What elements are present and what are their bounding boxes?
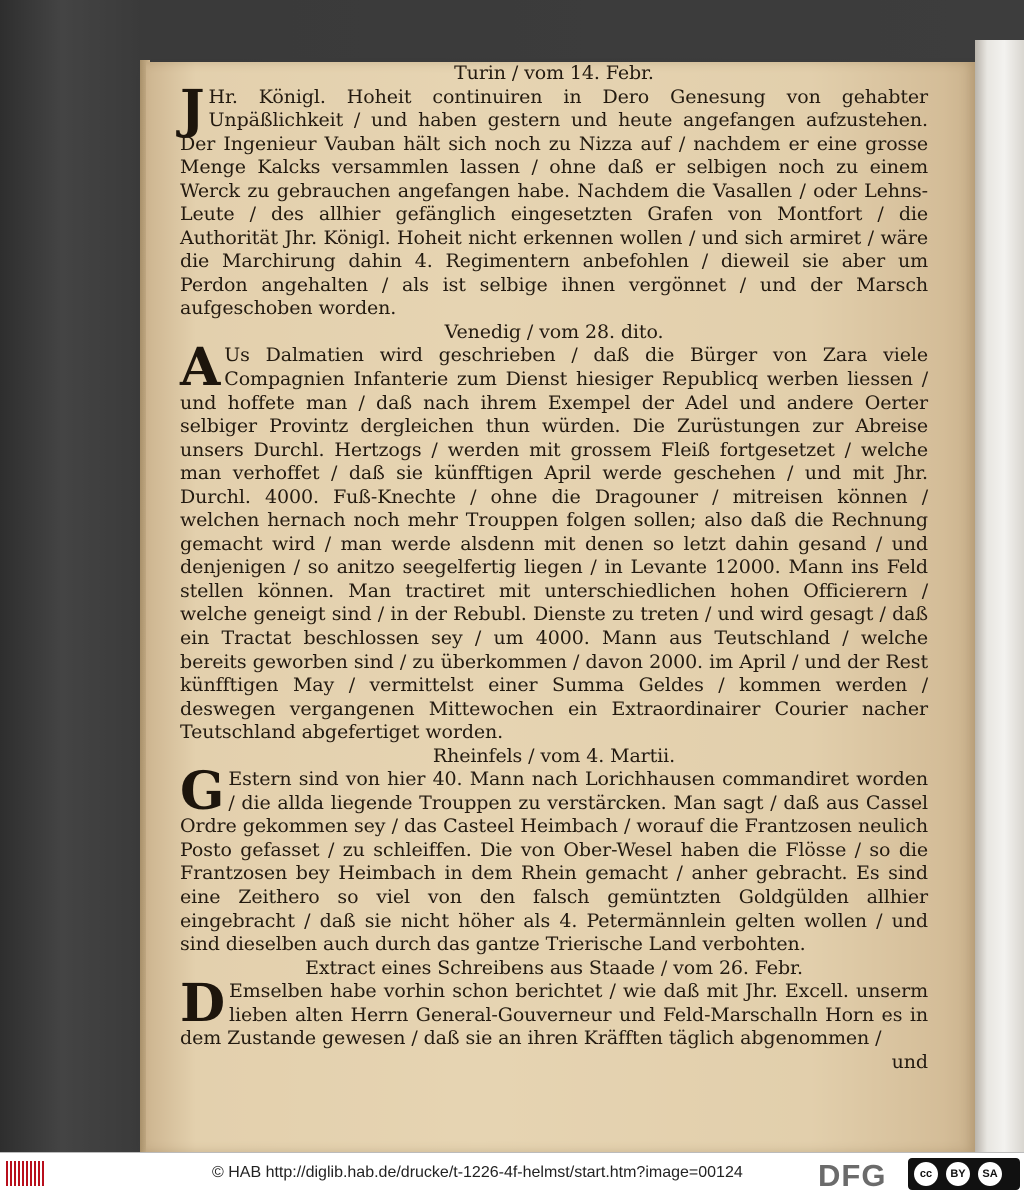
drop-cap: G bbox=[180, 761, 225, 823]
section-text: Emselben habe vorhin schon berichtet / wie daß mit Jhr. Excell. unserm lieben alten Herrn General-Gouverneur und Feld-Marschalln Horn es in dem Zustande gewesen / daß sie an ihren Kräfften täglich abgenommen / bbox=[180, 980, 928, 1050]
section-text: Estern sind von hier 40. Mann nach Lorichhausen commandiret worden / die allda liegende Trouppen zu verstärcken. Man sagt / daß aus Cassel Ordre gekommen sey / das Casteel Heimbach / worauf die Frantzosen neulich Posto gefasset / zu schleiffen. Die von Ober-Wesel haben die Flösse / so die Frantzosen bey Heimbach in dem Rhein gemacht / anher gebracht. Es sind eine Zeithero so viel von den falsch gemüntzten Goldgülden allhier eingebracht / daß sie nicht höher als 4. Petermännlein gelten wollen / und sind dieselben auch durch das gantze Trierische Land verbohten. bbox=[180, 768, 928, 956]
copyright-link[interactable]: © HAB http://diglib.hab.de/drucke/t-1226-4f-helmst/start.htm?image=00124 bbox=[212, 1164, 743, 1181]
catchword: und bbox=[891, 1050, 928, 1073]
drop-cap: A bbox=[180, 337, 221, 399]
section-heading-rheinfels: Rheinfels / vom 4. Martii. bbox=[432, 744, 676, 767]
section-body-staade bbox=[180, 973, 928, 1051]
page-text bbox=[180, 62, 928, 1074]
section-heading-staade: Extract eines Schreibens aus Staade / vom 26. Febr. bbox=[305, 956, 803, 979]
paper-stack bbox=[975, 40, 1024, 1152]
dfg-logo[interactable]: DFG bbox=[818, 1158, 887, 1193]
section-heading-turin: Turin / vom 14. Febr. bbox=[454, 62, 654, 84]
section-body-venedig bbox=[180, 337, 928, 744]
drop-cap: D bbox=[180, 973, 225, 1035]
section-body-turin bbox=[180, 78, 928, 321]
drop-cap: J bbox=[180, 78, 205, 140]
viewer-footer bbox=[0, 1152, 1024, 1194]
section-body-rheinfels bbox=[180, 761, 928, 956]
hab-logo-icon[interactable] bbox=[6, 1161, 46, 1186]
cc-icon: cc bbox=[914, 1162, 938, 1186]
section-text: Hr. Königl. Hoheit continuiren in Dero Genesung von gehabter Unpäßlichkeit / und haben gestern und heute angefangen aufzustehen. Der Ingenieur Vauban hält sich noch zu Nizza auf / nachdem er eine grosse Menge Kalcks versammlen lassen / ohne daß er selbigen noch zu einem Werck zu gebrauchen angefangen habe. Nachdem die Vasallen / oder Lehns-Leute / des allhier gefänglich eingesetzten Grafen von Montfort / die Authorität Jhr. Königl. Hoheit nicht erkennen wollen / und sich armiret / wäre die Marchirung dahin 4. Regimentern anbefohlen / dieweil sie aber um Perdon angehalten / als ist selbige ihnen vergönnet / und der Marsch aufgeschoben worden. bbox=[180, 85, 928, 320]
by-icon: BY bbox=[946, 1162, 970, 1186]
section-text: Us Dalmatien wird geschrieben / daß die Bürger von Zara viele Compagnien Infanterie zum Dienst hiesiger Republicq werben liessen / und hoffete man / daß nach ihrem Exempel der Adel und andere Oerter selbiger Provintz dergleichen thun würden. Die Zurüstungen zur Abreise unsers Durchl. Hertzogs / werden mit grossem Fleiß fortgesetzet / welche man verhoffet / daß sie künfftigen April werde geschehen / und mit Jhr. Durchl. 4000. Fuß-Knechte / ohne die Dragouner / mitreisen können / welchen hernach noch mehr Trouppen folgen sollen; also daß die Rechnung gemacht wird / man werde alsdenn mit denen so letzt dahin gesand / und denjenigen / so anitzo seegelfertig liegen / in Levante 12000. Mann ins Feld stellen können. Man tractiret mit unterschiedlichen hohen Officierern / welche geneigt sind / in der Rebubl. Dienste zu treten / und wird gesagt / daß ein Tractat beschlossen sey / um 4000. Mann aus Teutschland / welche bereits geworben sind / zu überkommen / davon 2000. im April / und der Rest künfftigen May / vermittelst einer Summa Geldes / kommen werden / deswegen vergangenen Mittewochen ein Extraordinairer Courier nacher Teutschland abgefertiget worden. bbox=[180, 344, 928, 744]
cc-license-badge[interactable] bbox=[908, 1158, 1020, 1190]
sa-icon: SA bbox=[978, 1162, 1002, 1186]
section-heading-venedig: Venedig / vom 28. dito. bbox=[444, 320, 664, 343]
